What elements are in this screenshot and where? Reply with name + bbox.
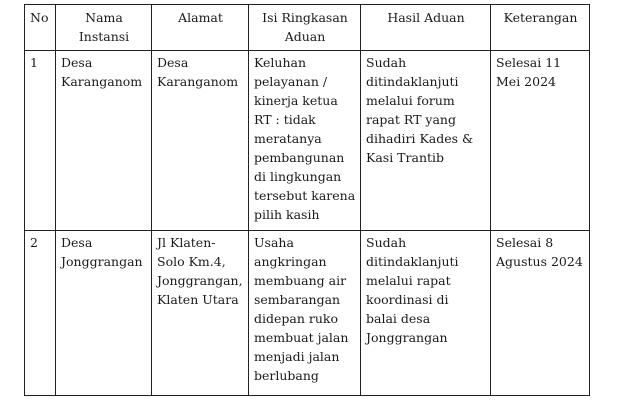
cell-instansi: Desa Karanganom — [56, 51, 152, 231]
cell-keterangan: Selesai 8 Agustus 2024 — [491, 231, 590, 396]
table-row — [25, 51, 590, 231]
cell-hasil-aduan: Sudah ditindaklanjuti melalui forum rapat RT yang dihadiri Kades & Kasi Trantib — [361, 51, 491, 231]
header-isi-ringkasan: Isi Ringkasan Aduan — [249, 5, 361, 51]
cell-alamat: Desa Karanganom — [152, 51, 249, 231]
header-no: No — [25, 5, 56, 51]
cell-no: 1 — [25, 51, 56, 231]
cell-isi-aduan: Usaha angkringan membuang air sembarangan didepan ruko membuat jalan menjadi jalan berlubang — [249, 231, 361, 396]
complaints-table — [24, 4, 590, 396]
cell-instansi: Desa Jonggrangan — [56, 231, 152, 396]
cell-no: 2 — [25, 231, 56, 396]
cell-keterangan: Selesai 11 Mei 2024 — [491, 51, 590, 231]
header-row — [25, 5, 590, 51]
table-row — [25, 231, 590, 396]
header-keterangan: Keterangan — [491, 5, 590, 51]
cell-alamat: Jl Klaten- Solo Km.4, Jonggrangan, Klaten Utara — [152, 231, 249, 396]
cell-isi-aduan: Keluhan pelayanan / kinerja ketua RT : tidak meratanya pembangunan di lingkungan tersebut karena pilih kasih — [249, 51, 361, 231]
header-hasil-aduan: Hasil Aduan — [361, 5, 491, 51]
cell-hasil-aduan: Sudah ditindaklanjuti melalui rapat koordinasi di balai desa Jonggrangan — [361, 231, 491, 396]
header-nama-instansi: Nama Instansi — [56, 5, 152, 51]
header-alamat: Alamat — [152, 5, 249, 51]
